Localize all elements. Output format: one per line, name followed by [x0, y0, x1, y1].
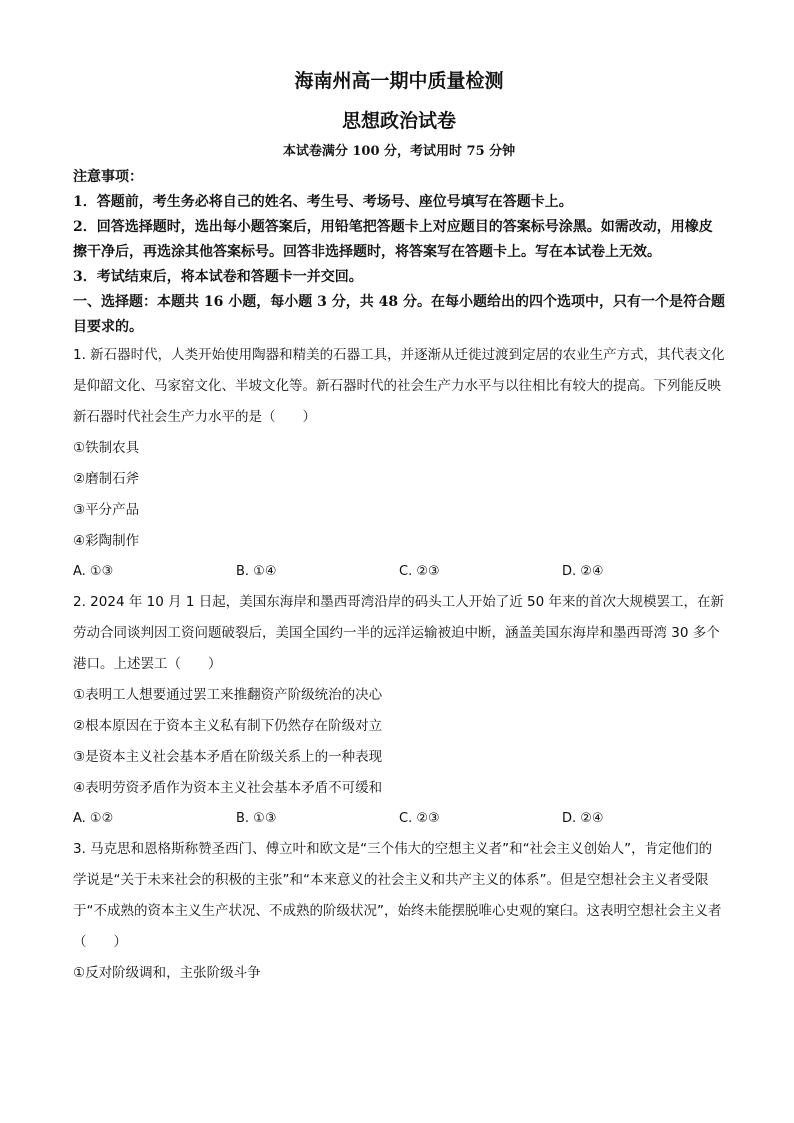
choice-d: D. ②④	[562, 564, 604, 579]
statement-option: ①铁制农具	[73, 440, 140, 456]
choice-c: C. ②③	[399, 564, 440, 579]
question-2	[73, 587, 725, 834]
exam-page	[73, 62, 725, 989]
choice-a: A. ①②	[73, 811, 114, 826]
note-item: 3．考试结束后，将本试卷和答题卡一并交回。	[73, 269, 363, 285]
question-stem: 2. 2024 年 10 月 1 日起，美国东海岸和墨西哥湾沿岸的码头工人开始了近 50 年来的首次大规模罢工，在新劳动合同谈判因工资问题破裂后，美国全国约一半的远洋运输被迫中断，涵盖美国东海岸和墨西哥湾 30 多个港口。上述罢工（ ）	[73, 594, 725, 672]
statement-option: ②根本原因在于资本主义私有制下仍然存在阶级对立	[73, 718, 383, 734]
exam-subject: 思想政治试卷	[341, 110, 456, 132]
note-item: 2．回答选择题时，选出每小题答案后，用铅笔把答题卡上对应题目的答案标号涂黑。如需改动，用橡皮擦干净后，再选涂其他答案标号。回答非选择题时，将答案写在答题卡上。写在本试卷上无效。	[73, 219, 713, 260]
question-stem: 3. 马克思和恩格斯称赞圣西门、傅立叶和欧文是“三个伟大的空想主义者”和“社会主义创始人”，肯定他们的学说是“关于未来社会的积极的主张”和“本来意义的社会主义和共产主义的体系”。但是空想社会主义者受限于“不成熟的资本主义生产状况、不成熟的阶级状况”，始终未能摆脱唯心史观的窠臼。这表明空想社会主义者（ ）	[73, 841, 722, 950]
exam-meta: 本试卷满分 100 分，考试用时 75 分钟	[282, 144, 516, 159]
exam-title: 海南州高一期中质量检测	[294, 70, 504, 92]
choice-d: D. ②④	[562, 811, 604, 826]
statement-option: ④彩陶制作	[73, 533, 140, 549]
statement-option: ①反对阶级调和，主张阶级斗争	[73, 965, 261, 981]
question-stem: 1. 新石器时代，人类开始使用陶器和精美的石器工具，并逐渐从迁徙过渡到定居的农业生产方式，其代表文化是仰韶文化、马家窑文化、半坡文化等。新石器时代的社会生产力水平与以往相比有较大的提高。下列能反映新石器时代社会生产力水平的是（ ）	[73, 347, 725, 425]
note-item: 1．答题前，考生务必将自己的姓名、考生号、考场号、座位号填写在答题卡上。	[73, 194, 573, 210]
choice-b: B. ①③	[236, 811, 277, 826]
choice-a: A. ①③	[73, 564, 114, 579]
statement-option: ①表明工人想要通过罢工来推翻资产阶级统治的决心	[73, 687, 383, 703]
question-3	[73, 834, 725, 989]
answer-choices	[73, 804, 725, 834]
choice-c: C. ②③	[399, 811, 440, 826]
statement-option: ③平分产品	[73, 502, 140, 518]
question-1	[73, 340, 725, 587]
statement-option: ②磨制石斧	[73, 471, 140, 487]
choice-b: B. ①④	[236, 564, 277, 579]
section-heading: 一、选择题：本题共 16 小题，每小题 3 分，共 48 分。在每小题给出的四个选项中，只有一个是符合题目要求的。	[73, 294, 725, 335]
statement-option: ④表明劳资矛盾作为资本主义社会基本矛盾不可缓和	[73, 780, 383, 796]
notes-heading: 注意事项：	[73, 169, 143, 185]
statement-option: ③是资本主义社会基本矛盾在阶级关系上的一种表现	[73, 749, 383, 765]
answer-choices	[73, 557, 725, 587]
